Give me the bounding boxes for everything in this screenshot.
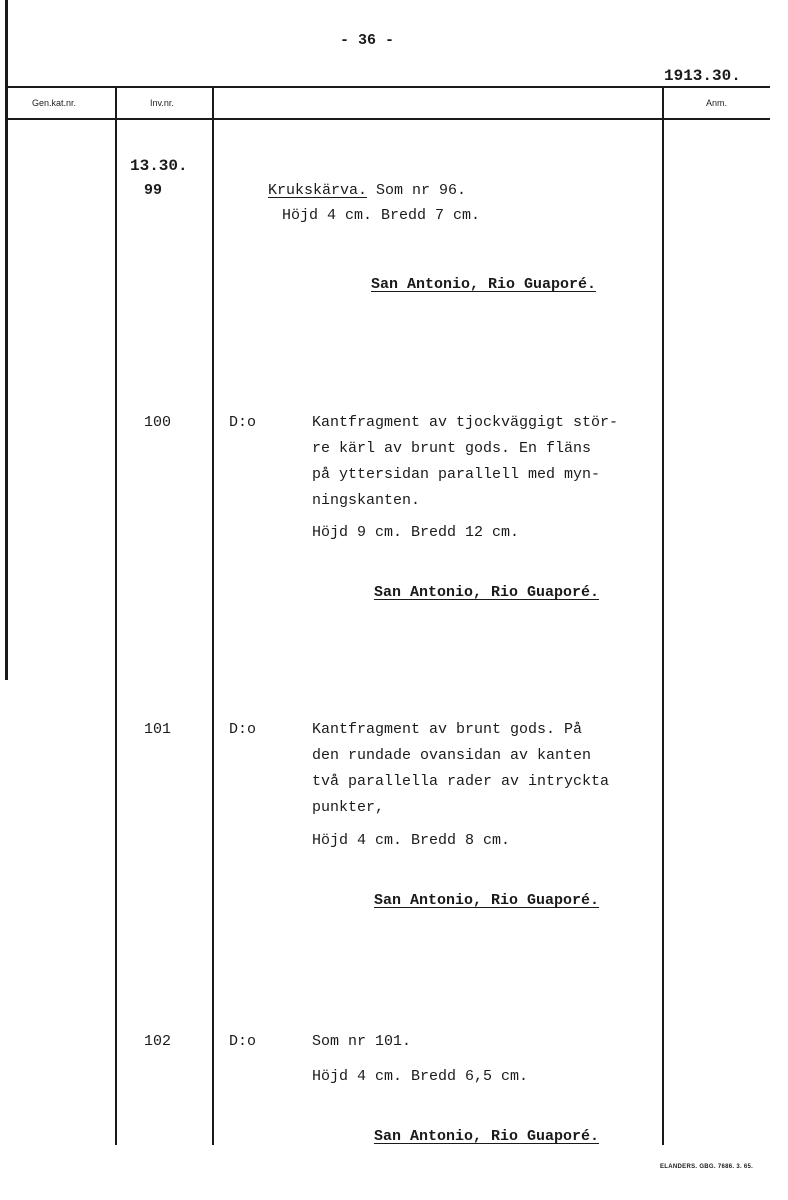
entry-title: Krukskärva. bbox=[268, 182, 368, 199]
entry-location: San Antonio, Rio Guaporé. bbox=[374, 892, 600, 909]
inv-number: 99 bbox=[144, 182, 163, 199]
entry-text-line: ningskanten. bbox=[312, 492, 421, 509]
entry-text-line: Krukskärva. Som nr 96. bbox=[268, 182, 467, 199]
entry-text-line: Kantfragment av brunt gods. På bbox=[312, 721, 583, 738]
column-header-gen-kat: Gen.kat.nr. bbox=[32, 98, 77, 108]
entry-location: San Antonio, Rio Guaporé. bbox=[374, 1128, 600, 1145]
entry-text-line: Höjd 4 cm. Bredd 7 cm. bbox=[282, 207, 481, 224]
entry-reference: D:o bbox=[229, 414, 257, 431]
entry-text-line: Som nr 101. bbox=[312, 1033, 412, 1050]
column-header-inv: Inv.nr. bbox=[150, 98, 174, 108]
inv-number: 100 bbox=[144, 414, 172, 431]
entry-text-line: re kärl av brunt gods. En fläns bbox=[312, 440, 592, 457]
entry-reference: D:o bbox=[229, 1033, 257, 1050]
entry-reference: D:o bbox=[229, 721, 257, 738]
entry-text-line: punkter, bbox=[312, 799, 385, 816]
entry-location: San Antonio, Rio Guaporé. bbox=[374, 584, 600, 601]
entry-text-line: två parallella rader av intryckta bbox=[312, 773, 610, 790]
entry-location: San Antonio, Rio Guaporé. bbox=[371, 276, 597, 293]
entry-text-line: på yttersidan parallell med myn- bbox=[312, 466, 601, 483]
page-number: - 36 - bbox=[340, 32, 395, 49]
header-top-rule bbox=[8, 86, 770, 88]
entry-text-line: den rundade ovansidan av kanten bbox=[312, 747, 592, 764]
binding-edge bbox=[5, 0, 8, 680]
column-divider-1 bbox=[115, 87, 117, 1145]
inv-number: 101 bbox=[144, 721, 172, 738]
header-bottom-rule bbox=[8, 118, 770, 120]
inv-number: 102 bbox=[144, 1033, 172, 1050]
column-header-anm: Anm. bbox=[706, 98, 728, 108]
printer-imprint: ELANDERS. GBG. 7686. 3. 65. bbox=[660, 1164, 754, 1170]
entry-text-line: Höjd 4 cm. Bredd 8 cm. bbox=[312, 832, 511, 849]
batch-label: 13.30. bbox=[130, 157, 188, 175]
column-divider-3 bbox=[662, 87, 664, 1145]
year-header: 1913.30. bbox=[664, 67, 741, 85]
entry-text-line: Kantfragment av tjockväggigt stör- bbox=[312, 414, 619, 431]
entry-text-line: Höjd 4 cm. Bredd 6,5 cm. bbox=[312, 1068, 529, 1085]
entry-text-line: Höjd 9 cm. Bredd 12 cm. bbox=[312, 524, 520, 541]
column-divider-2 bbox=[212, 87, 214, 1145]
